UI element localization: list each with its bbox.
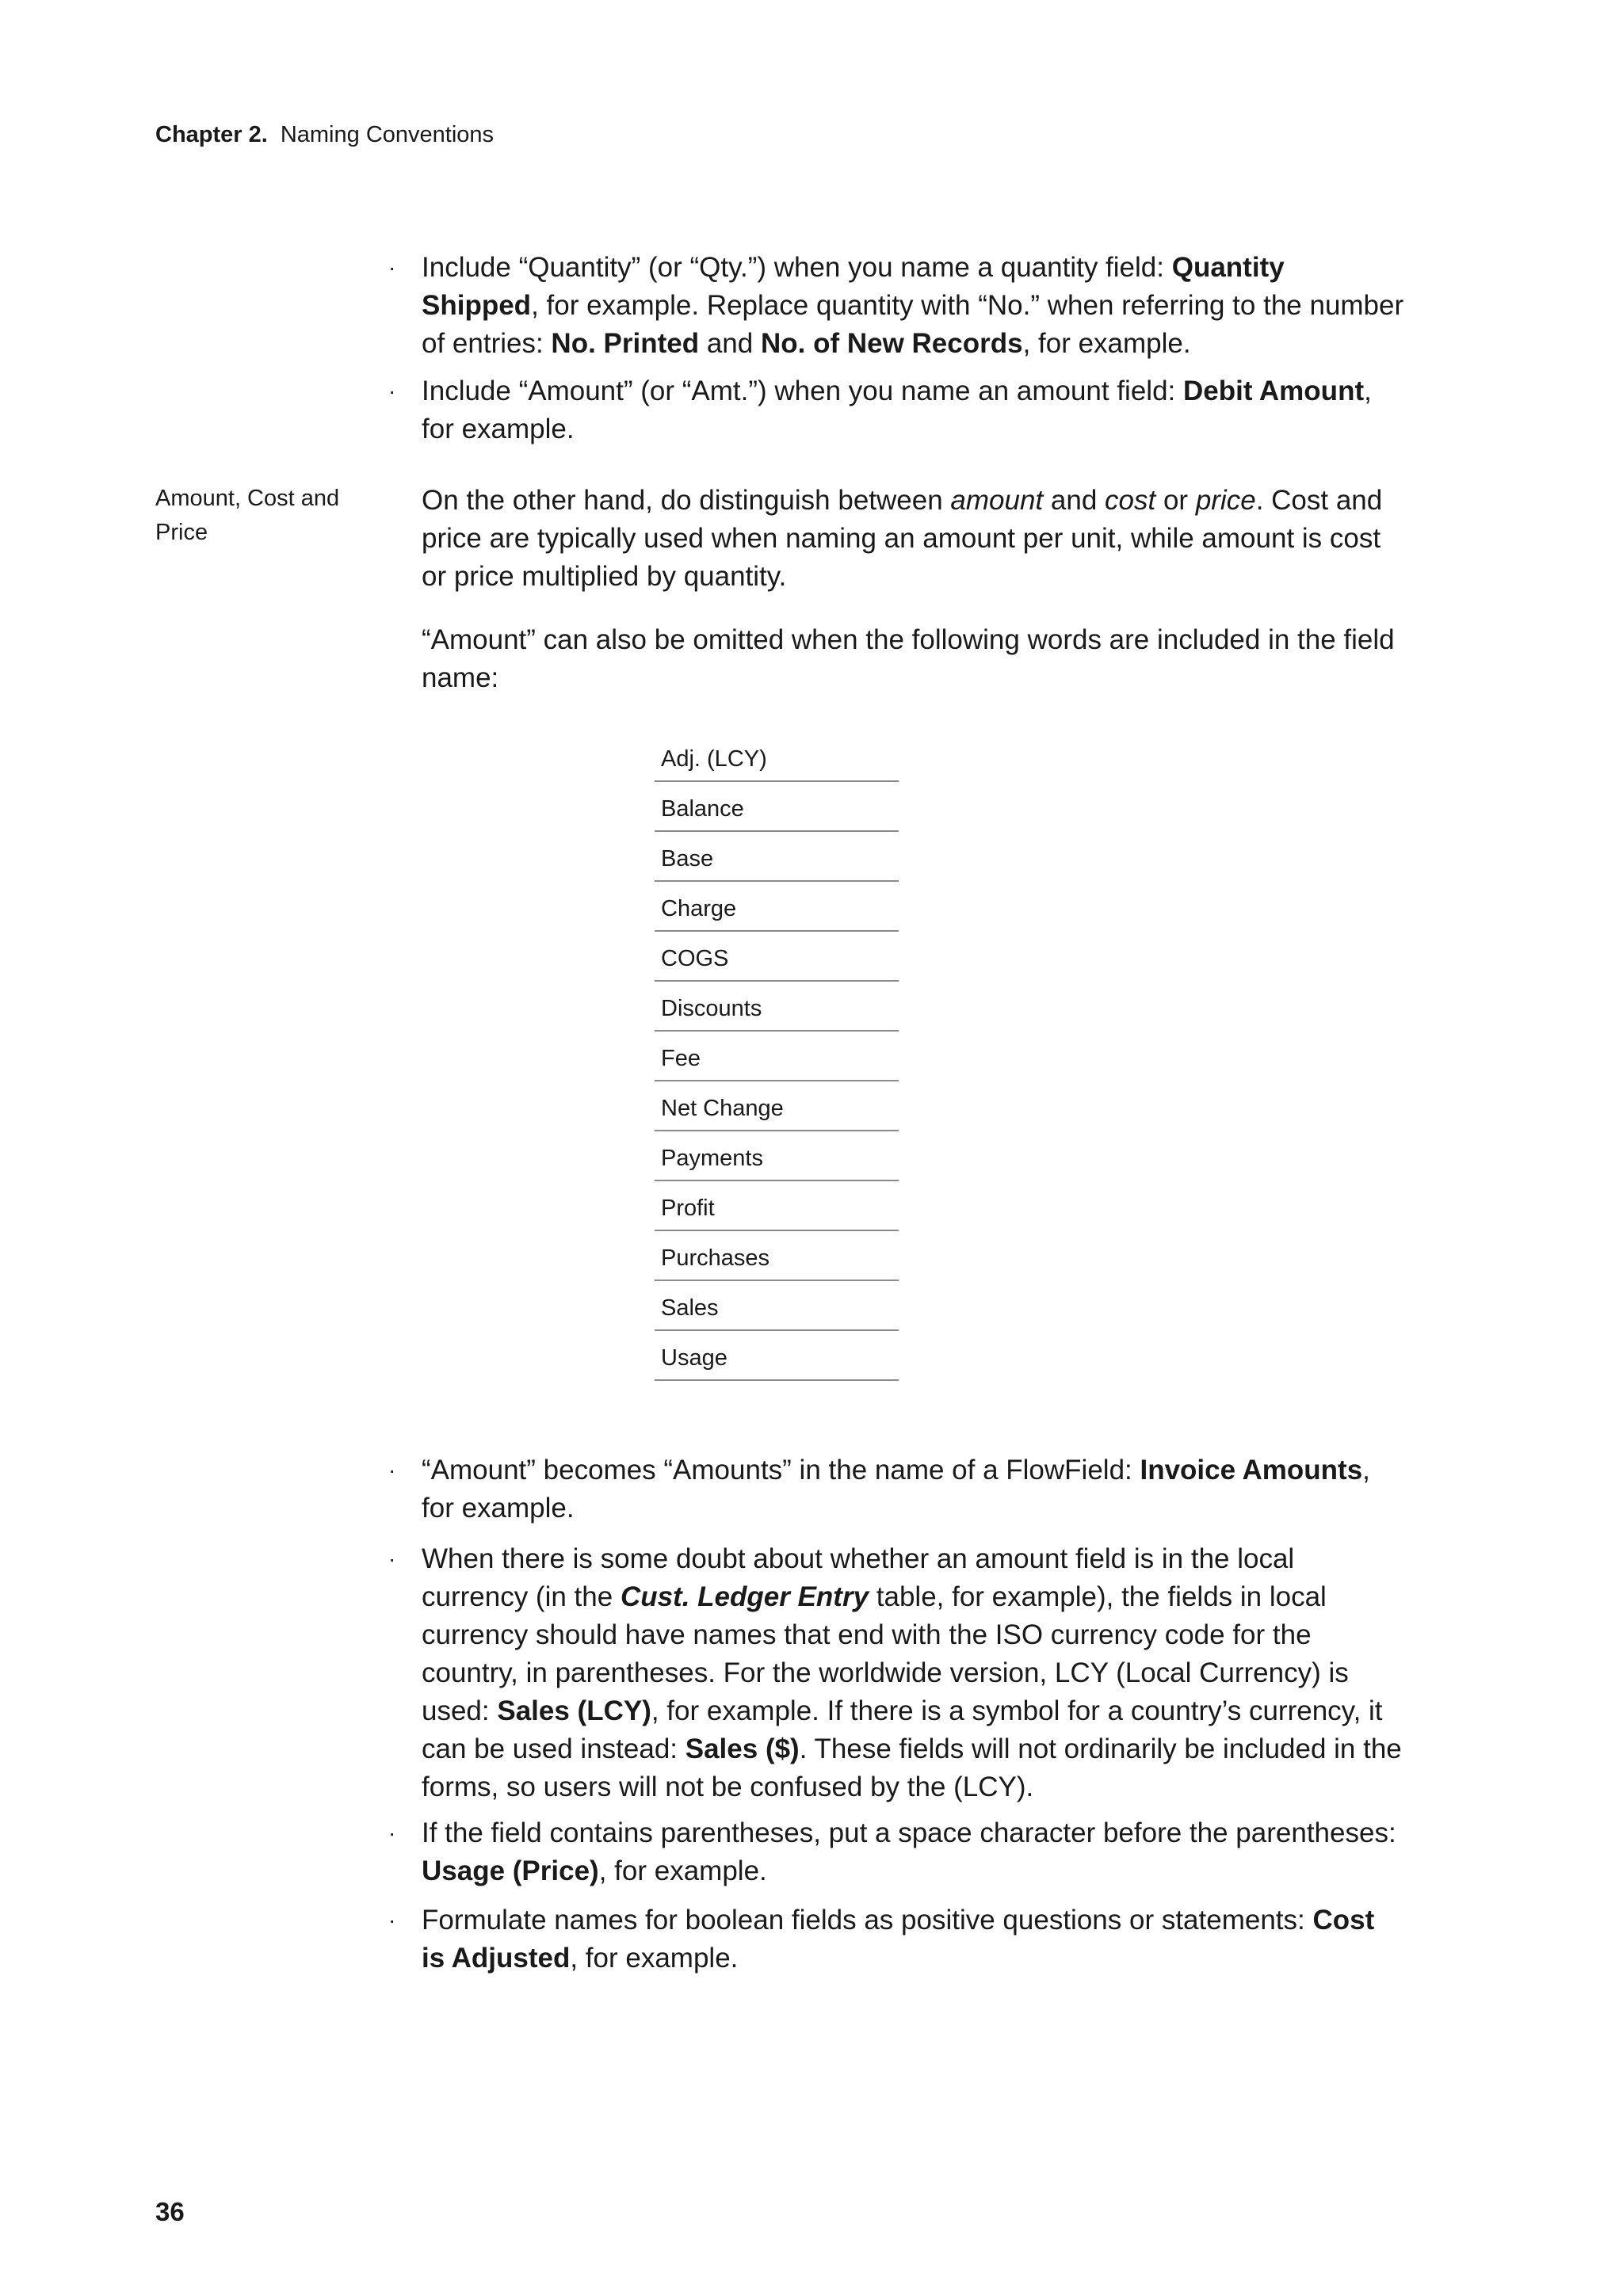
bullet-marker: · [388,379,396,403]
table-row [655,782,899,832]
table-row [655,932,899,982]
bold-term: Usage (Price) [422,1855,599,1886]
bold-term: Invoice Amounts [1140,1455,1363,1486]
bullet-text [422,372,1404,448]
table-cell: Adj. (LCY) [661,746,767,772]
text-run: , for example. [422,376,1372,444]
table-row [655,1331,899,1381]
paragraph-amount-omitted: “Amount” can also be omitted when the following words are included in the field name: [422,624,1395,693]
chapter-label: Chapter 2. [155,122,268,147]
bullet-item-amount [388,372,1403,448]
table-cell: Fee [661,1046,701,1071]
table-cell: Payments [661,1146,763,1171]
running-head [155,120,494,149]
text-run: On the other hand, do distinguish between [422,485,951,516]
table-row [655,1032,899,1081]
text-run: , for example. [598,1855,767,1886]
table-row [655,1081,899,1131]
text-run: , for example. If there is a symbol for a country’s currency, it can be used instead: [422,1695,1383,1764]
table-cell: Purchases [661,1245,770,1271]
page-number: 36 [155,2197,185,2226]
bullet-marker: · [388,1458,396,1482]
text-run: table, for example), the fields in local currency should have names that end with the ISO currency code for the country, in parentheses. For the worldwide version, LCY (Local Currency) is used: [422,1581,1349,1726]
margin-note: Amount, Cost and Price [155,486,340,545]
omitted-words-table [655,732,899,1381]
paragraph-amount-cost-price [422,482,1404,596]
text-run: “Amount” becomes “Amounts” in the name of a FlowField: [422,1455,1140,1486]
bullet-text [422,1901,1404,1978]
table-cell: Sales [661,1295,719,1321]
chapter-title: Naming Conventions [280,122,495,147]
bullet-item-boolean [388,1901,1403,1978]
text-run: . These fields will not ordinarily be included in the forms, so users will not be confused by the (LCY). [422,1733,1402,1802]
text-run: and [1043,485,1106,516]
bold-term: Sales ($) [685,1733,800,1764]
table-row [655,732,899,782]
bold-term: Cust. Ledger Entry [620,1581,869,1612]
bullet-item-parentheses [388,1814,1403,1890]
bullet-text [422,1451,1404,1527]
bold-term: Debit Amount [1182,376,1365,406]
bullet-text [422,1814,1404,1890]
italic-term: cost [1105,485,1156,516]
table-row [655,1181,899,1231]
text-run: , for example. Replace quantity with “No.” when referring to the number of entries: [422,290,1404,359]
italic-term: amount [950,485,1044,516]
bullet-marker: · [388,1908,396,1932]
text-run: , for example. [570,1943,739,1974]
table-cell: Balance [661,796,744,822]
text-run: Formulate names for boolean fields as positive questions or statements: [422,1905,1313,1936]
table-row [655,1131,899,1181]
table-cell: Profit [661,1196,715,1221]
text-run: and [699,328,761,359]
bold-term: No. Printed [551,328,700,359]
text-run: . Cost and price are typically used when naming an amount per unit, while amount is cost or price multiplied by quantity. [422,485,1383,592]
table-row [655,832,899,882]
text-run: Include “Quantity” (or “Qty.”) when you name a quantity field: [422,252,1172,283]
table-cell: Net Change [661,1096,784,1121]
table-cell: Discounts [661,996,762,1021]
table-cell: Charge [661,896,737,921]
table-row [655,882,899,932]
text-run: , for example. [422,1455,1370,1524]
table-row [655,1231,899,1281]
text-run: When there is some doubt about whether an amount field is in the local currency (in the [422,1543,1295,1612]
bold-term: Sales (LCY) [497,1695,651,1726]
italic-term: price [1195,485,1256,516]
bullet-item-local-currency [388,1540,1403,1806]
bullet-item-flowfield [388,1451,1403,1527]
bullet-marker: · [388,1547,396,1571]
bold-term: No. of New Records [760,328,1023,359]
bullet-text [422,249,1404,363]
table-row [655,1281,899,1331]
table-cell: Usage [661,1345,727,1371]
table-cell: Base [661,846,714,871]
table-cell: COGS [661,946,729,971]
bold-term: Cost is Adjusted [422,1905,1375,1974]
text-run: , for example. [1022,328,1191,359]
text-run: If the field contains parentheses, put a space character before the parentheses: [422,1817,1396,1848]
bullet-marker: · [388,1821,396,1845]
text-run: or [1155,485,1196,516]
bullet-item-quantity [388,249,1403,360]
bullet-text [422,1540,1404,1806]
bullet-marker: · [388,255,396,280]
text-run: Include “Amount” (or “Amt.”) when you name an amount field: [422,376,1183,406]
bold-term: Quantity Shipped [422,252,1285,321]
table-row [655,982,899,1032]
